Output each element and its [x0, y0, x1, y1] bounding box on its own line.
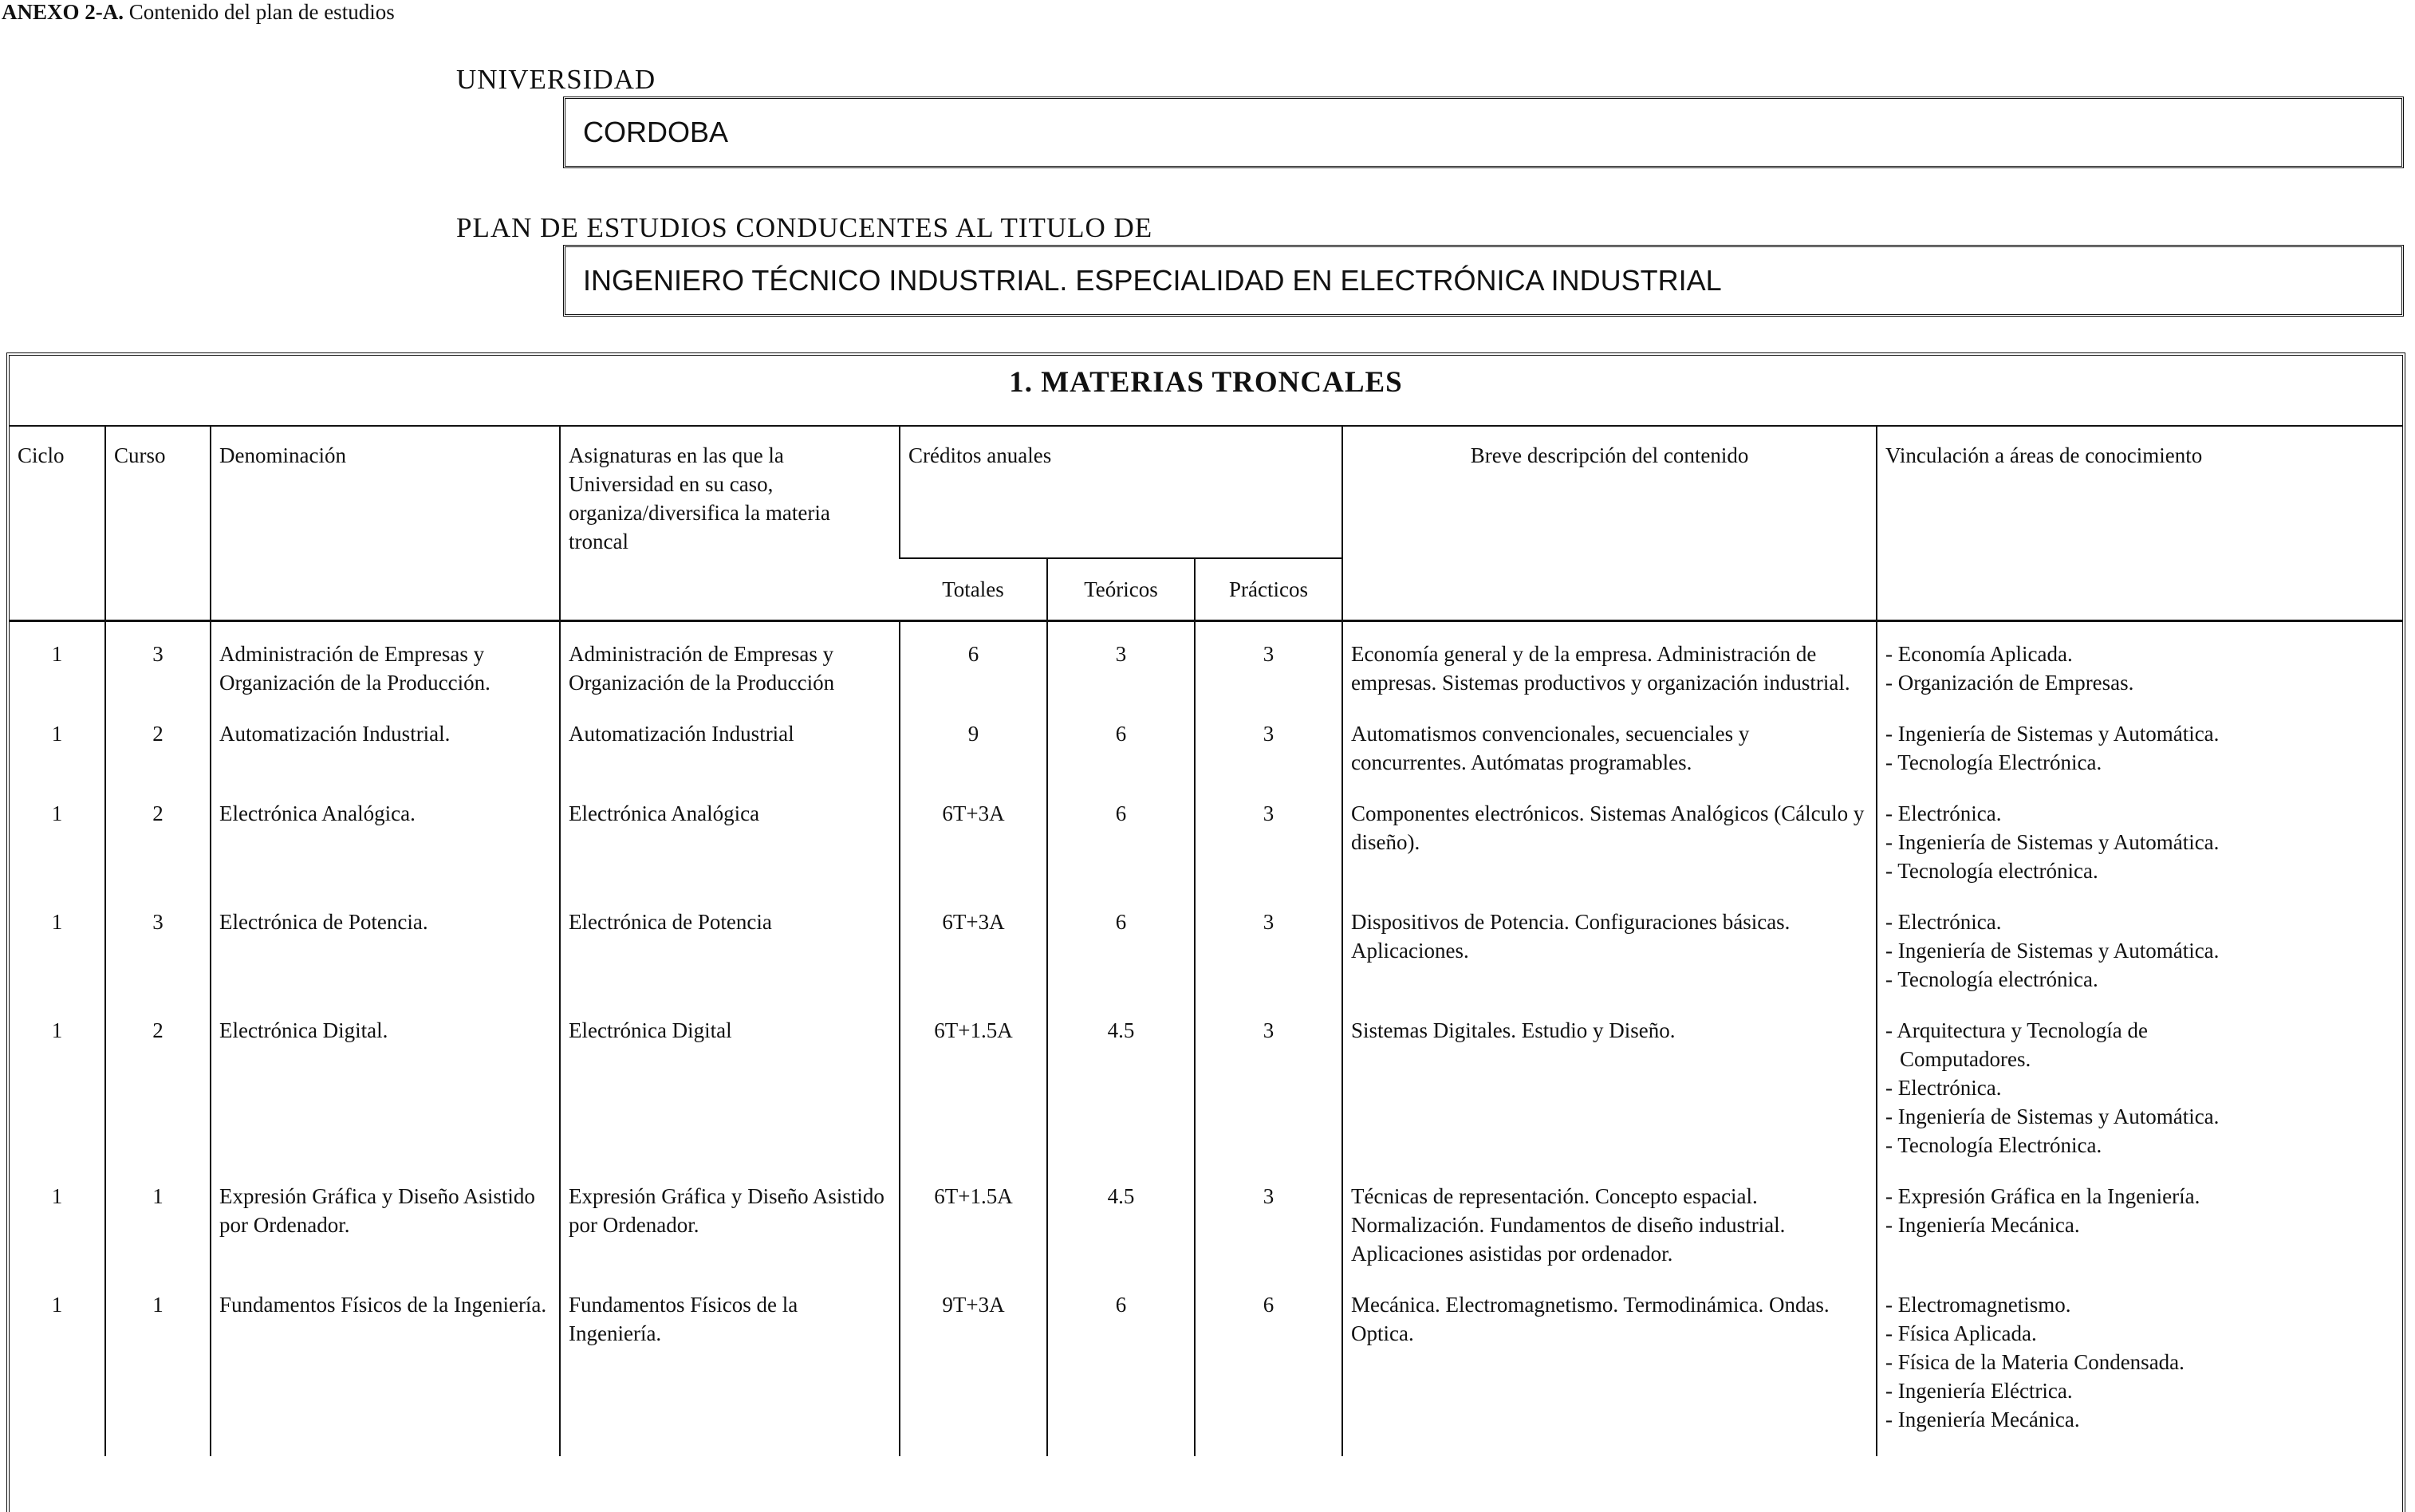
- degree-value: INGENIERO TÉCNICO INDUSTRIAL. ESPECIALIDAD EN ELECTRÓNICA INDUSTRIAL: [583, 264, 1722, 297]
- area-item: - Arquitectura y Tecnología de: [1885, 1018, 2149, 1042]
- area-item: - Ingeniería Mecánica.: [1885, 1408, 2080, 1431]
- header-denominacion: Denominación: [211, 426, 560, 621]
- table-body: [10, 621, 2402, 1457]
- cell-practicos: 3: [1195, 1016, 1342, 1182]
- table-row: [10, 799, 2402, 908]
- cell-areas: [1877, 1290, 2402, 1456]
- cell-asignaturas: Electrónica de Potencia: [560, 908, 900, 1016]
- table-row: [10, 1290, 2402, 1456]
- area-item: - Expresión Gráfica en la Ingeniería.: [1885, 1184, 2200, 1208]
- cell-ciclo: 1: [51, 722, 63, 746]
- cell-totales: 6T+3A: [900, 799, 1047, 908]
- table-row: [10, 1182, 2402, 1290]
- cell-denominacion: Electrónica de Potencia.: [211, 908, 560, 1016]
- area-item: - Tecnología electrónica.: [1885, 967, 2098, 991]
- annex-number: ANEXO 2-A.: [2, 0, 124, 24]
- cell-descripcion: Economía general y de la empresa. Administración de empresas. Sistemas productivos y organización industrial.: [1342, 621, 1877, 720]
- header-ciclo: Ciclo: [10, 426, 105, 621]
- annex-text: Contenido del plan de estudios: [128, 0, 395, 24]
- cell-totales: 6T+3A: [900, 908, 1047, 1016]
- cell-descripcion: Mecánica. Electromagnetismo. Termodinámica. Ondas. Optica.: [1342, 1290, 1877, 1456]
- cell-curso: 1: [105, 1290, 211, 1456]
- university-label: UNIVERSIDAD: [456, 64, 656, 95]
- area-item: - Organización de Empresas.: [1885, 671, 2134, 695]
- cell-denominacion: Electrónica Digital.: [211, 1016, 560, 1182]
- area-item: - Electrónica.: [1885, 1076, 2002, 1100]
- cell-practicos: 3: [1195, 1182, 1342, 1290]
- header-practicos: Prácticos: [1195, 558, 1342, 621]
- cell-teoricos: 3: [1047, 621, 1195, 720]
- header-curso: Curso: [105, 426, 211, 621]
- plan-label: PLAN DE ESTUDIOS CONDUCENTES AL TITULO DE: [456, 212, 1153, 243]
- cell-areas: [1877, 1016, 2402, 1182]
- cell-areas: [1877, 908, 2402, 1016]
- cell-asignaturas: Electrónica Analógica: [560, 799, 900, 908]
- table-row: [10, 621, 2402, 720]
- area-item: - Ingeniería de Sistemas y Automática.: [1885, 830, 2220, 854]
- area-item: - Tecnología Electrónica.: [1885, 750, 2102, 774]
- cell-curso: 1: [105, 1182, 211, 1290]
- cell-teoricos: 6: [1047, 799, 1195, 908]
- cell-ciclo: 1: [51, 1293, 63, 1317]
- cell-practicos: 6: [1195, 1290, 1342, 1456]
- cell-ciclo: 1: [51, 1184, 63, 1208]
- cell-practicos: 3: [1195, 908, 1342, 1016]
- header-teoricos: Teóricos: [1047, 558, 1195, 621]
- area-item: Computadores.: [1900, 1047, 2031, 1071]
- cell-areas: [1877, 719, 2402, 799]
- cell-totales: 6T+1.5A: [900, 1182, 1047, 1290]
- cell-curso: 2: [105, 799, 211, 908]
- table-title: 1. MATERIAS TRONCALES: [1009, 366, 1403, 399]
- degree-field: [563, 245, 2404, 317]
- cell-denominacion: Expresión Gráfica y Diseño Asistido por Ordenador.: [211, 1182, 560, 1290]
- area-item: - Tecnología Electrónica.: [1885, 1133, 2102, 1157]
- cell-teoricos: 6: [1047, 908, 1195, 1016]
- header-totales: Totales: [900, 558, 1047, 621]
- area-item: - Ingeniería de Sistemas y Automática.: [1885, 939, 2220, 963]
- cell-asignaturas: Expresión Gráfica y Diseño Asistido por Ordenador.: [560, 1182, 900, 1290]
- area-item: - Electrónica.: [1885, 910, 2002, 934]
- cell-ciclo: 1: [51, 910, 63, 934]
- annex-heading: [2, 0, 395, 24]
- cell-descripcion: Automatismos convencionales, secuenciales y concurrentes. Autómatas programables.: [1342, 719, 1877, 799]
- area-item: - Electromagnetismo.: [1885, 1293, 2071, 1317]
- cell-ciclo: 1: [51, 801, 63, 825]
- area-item: - Economía Aplicada.: [1885, 642, 2073, 666]
- cell-totales: 6T+1.5A: [900, 1016, 1047, 1182]
- header-descripcion: Breve descripción del contenido: [1342, 426, 1877, 621]
- cell-totales: 9T+3A: [900, 1290, 1047, 1456]
- cell-curso: 3: [105, 621, 211, 720]
- cell-descripcion: Sistemas Digitales. Estudio y Diseño.: [1342, 1016, 1877, 1182]
- table-row: [10, 908, 2402, 1016]
- cell-practicos: 3: [1195, 719, 1342, 799]
- header-vinculacion: Vinculación a áreas de conocimiento: [1877, 426, 2402, 621]
- cell-totales: 9: [900, 719, 1047, 799]
- table-row: [10, 1016, 2402, 1182]
- cell-denominacion: Automatización Industrial.: [211, 719, 560, 799]
- cell-areas: [1877, 1182, 2402, 1290]
- area-item: - Tecnología electrónica.: [1885, 859, 2098, 883]
- area-item: - Ingeniería Eléctrica.: [1885, 1379, 2073, 1403]
- header-creditos: Créditos anuales: [900, 426, 1342, 558]
- cell-asignaturas: Automatización Industrial: [560, 719, 900, 799]
- materias-table: [10, 425, 2402, 1456]
- header-asignaturas: Asignaturas en las que la Universidad en su caso, organiza/diversifica la materia troncal: [560, 426, 900, 621]
- cell-ciclo: 1: [51, 1018, 63, 1042]
- cell-denominacion: Fundamentos Físicos de la Ingeniería.: [211, 1290, 560, 1456]
- university-field: [563, 96, 2404, 168]
- cell-asignaturas: Fundamentos Físicos de la Ingeniería.: [560, 1290, 900, 1456]
- cell-denominacion: Administración de Empresas y Organización de la Producción.: [211, 621, 560, 720]
- cell-teoricos: 6: [1047, 1290, 1195, 1456]
- cell-teoricos: 4.5: [1047, 1016, 1195, 1182]
- area-item: - Ingeniería de Sistemas y Automática.: [1885, 1104, 2220, 1128]
- cell-asignaturas: Administración de Empresas y Organización de la Producción: [560, 621, 900, 720]
- cell-totales: 6: [900, 621, 1047, 720]
- cell-denominacion: Electrónica Analógica.: [211, 799, 560, 908]
- area-item: - Ingeniería Mecánica.: [1885, 1213, 2080, 1237]
- cell-descripcion: Componentes electrónicos. Sistemas Analógicos (Cálculo y diseño).: [1342, 799, 1877, 908]
- university-value: CORDOBA: [583, 116, 729, 148]
- cell-areas: [1877, 621, 2402, 720]
- cell-asignaturas: Electrónica Digital: [560, 1016, 900, 1182]
- cell-curso: 2: [105, 719, 211, 799]
- cell-descripcion: Dispositivos de Potencia. Configuraciones básicas. Aplicaciones.: [1342, 908, 1877, 1016]
- cell-practicos: 3: [1195, 621, 1342, 720]
- area-item: - Electrónica.: [1885, 801, 2002, 825]
- cell-teoricos: 6: [1047, 719, 1195, 799]
- area-item: - Física Aplicada.: [1885, 1321, 2037, 1345]
- cell-areas: [1877, 799, 2402, 908]
- cell-descripcion: Técnicas de representación. Concepto espacial. Normalización. Fundamentos de diseño industrial. Aplicaciones asistidas por ordenador.: [1342, 1182, 1877, 1290]
- cell-practicos: 3: [1195, 799, 1342, 908]
- table-row: [10, 719, 2402, 799]
- cell-curso: 2: [105, 1016, 211, 1182]
- area-item: - Física de la Materia Condensada.: [1885, 1350, 2185, 1374]
- area-item: - Ingeniería de Sistemas y Automática.: [1885, 722, 2220, 746]
- cell-teoricos: 4.5: [1047, 1182, 1195, 1290]
- cell-curso: 3: [105, 908, 211, 1016]
- cell-ciclo: 1: [10, 621, 105, 720]
